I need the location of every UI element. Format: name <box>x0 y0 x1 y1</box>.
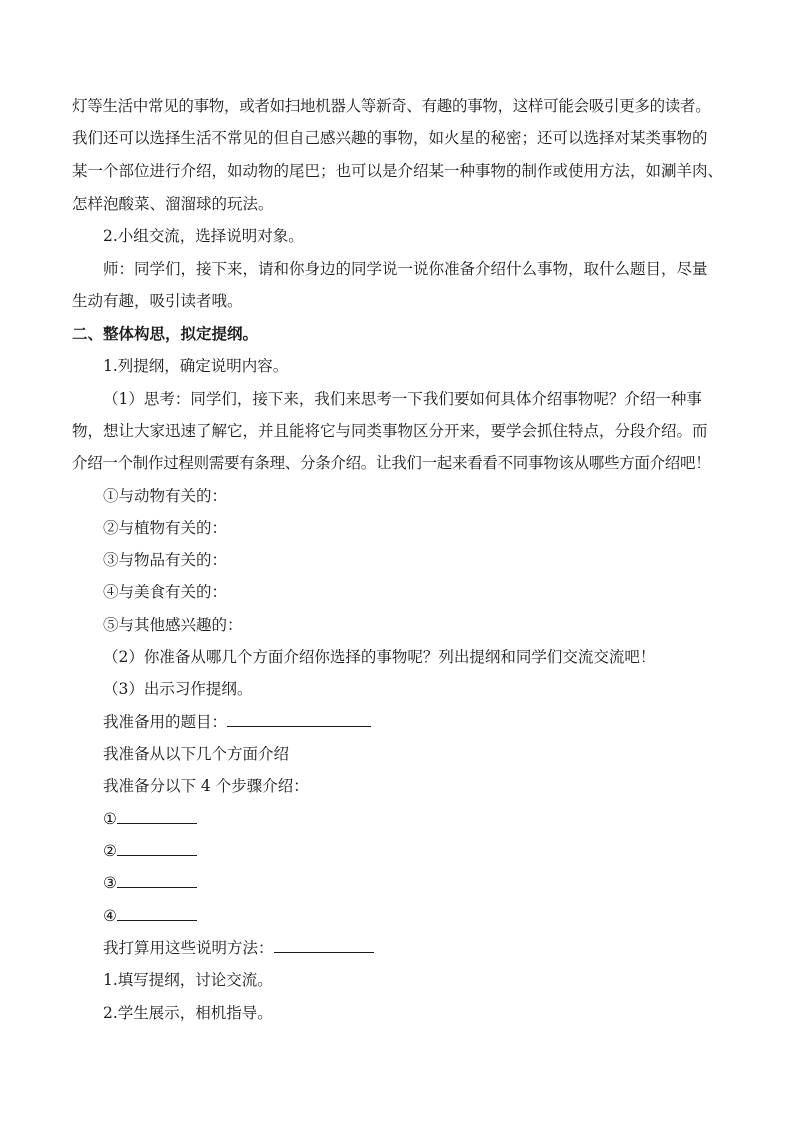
list-item: ①与动物有关的： <box>103 487 228 505</box>
paragraph-line: （3）出示习作提纲。 <box>103 680 253 698</box>
paragraph-line: （2）你准备从哪几个方面介绍你选择的事物呢？列出提纲和同学们交流交流吧！ <box>103 648 656 666</box>
section-title: 二、整体构思，拟定提纲。 <box>72 325 259 343</box>
step-blank-line <box>103 906 197 926</box>
list-item: ②与植物有关的： <box>103 519 228 537</box>
list-item: ⑤与其他感兴趣的： <box>103 616 243 634</box>
methods-prompt-line <box>103 938 374 958</box>
step-blank-line <box>103 809 197 829</box>
title-prompt-label: 我准备用的题目： <box>103 713 228 731</box>
step-heading: 2.学生展示，相机指导。 <box>103 1004 273 1022</box>
title-prompt-line <box>103 712 371 732</box>
step-heading: 2.小组交流，选择说明对象。 <box>103 227 304 245</box>
steps-prompt: 我准备分以下 4 个步骤介绍： <box>103 777 309 795</box>
methods-prompt-label: 我打算用这些说明方法： <box>103 939 274 957</box>
step-marker: ① <box>103 810 117 828</box>
step-marker: ③ <box>103 874 117 892</box>
methods-blank <box>274 938 374 953</box>
paragraph-line: 师：同学们，接下来，请和你身边的同学说一说你准备介绍什么事物，取什么题目，尽量 <box>103 260 708 278</box>
step-blank <box>117 873 197 888</box>
paragraph-line: 某一个部位进行介绍，如动物的尾巴；也可以是介绍某一种事物的制作或使用方法，如涮羊肉、 <box>72 162 724 180</box>
list-item: ④与美食有关的： <box>103 583 228 601</box>
step-marker: ② <box>103 842 117 860</box>
step-blank-line <box>103 873 197 893</box>
paragraph-line: 我们还可以选择生活不常见的但自己感兴趣的事物，如火星的秘密；还可以选择对某类事物的 <box>72 129 708 147</box>
step-blank <box>117 841 197 856</box>
paragraph-line: 怎样泡酸菜、溜溜球的玩法。 <box>72 195 274 213</box>
step-blank-line <box>103 841 197 861</box>
step-marker: ④ <box>103 907 117 925</box>
paragraph-line: 介绍一个制作过程则需要有条理、分条介绍。让我们一起来看看不同事物该从哪些方面介绍吧！ <box>72 454 711 472</box>
step-blank <box>117 809 197 824</box>
paragraph-line: 物，想让大家迅速了解它，并且能将它与同类事物区分开来，要学会抓住特点，分段介绍。而 <box>72 422 708 440</box>
step-heading: 1.列提纲，确定说明内容。 <box>103 357 289 375</box>
step-heading: 1.填写提纲，讨论交流。 <box>103 971 273 989</box>
aspects-prompt: 我准备从以下几个方面介绍 <box>103 745 290 763</box>
paragraph-line: 生动有趣，吸引读者哦。 <box>72 292 243 310</box>
step-blank <box>117 906 197 921</box>
list-item: ③与物品有关的： <box>103 551 228 569</box>
paragraph-line: （1）思考：同学们，接下来，我们来思考一下我们要如何具体介绍事物呢？介绍一种事 <box>103 390 702 408</box>
paragraph-line: 灯等生活中常见的事物，或者如扫地机器人等新奇、有趣的事物，这样可能会吸引更多的读者。 <box>72 97 711 115</box>
title-blank <box>227 712 371 727</box>
